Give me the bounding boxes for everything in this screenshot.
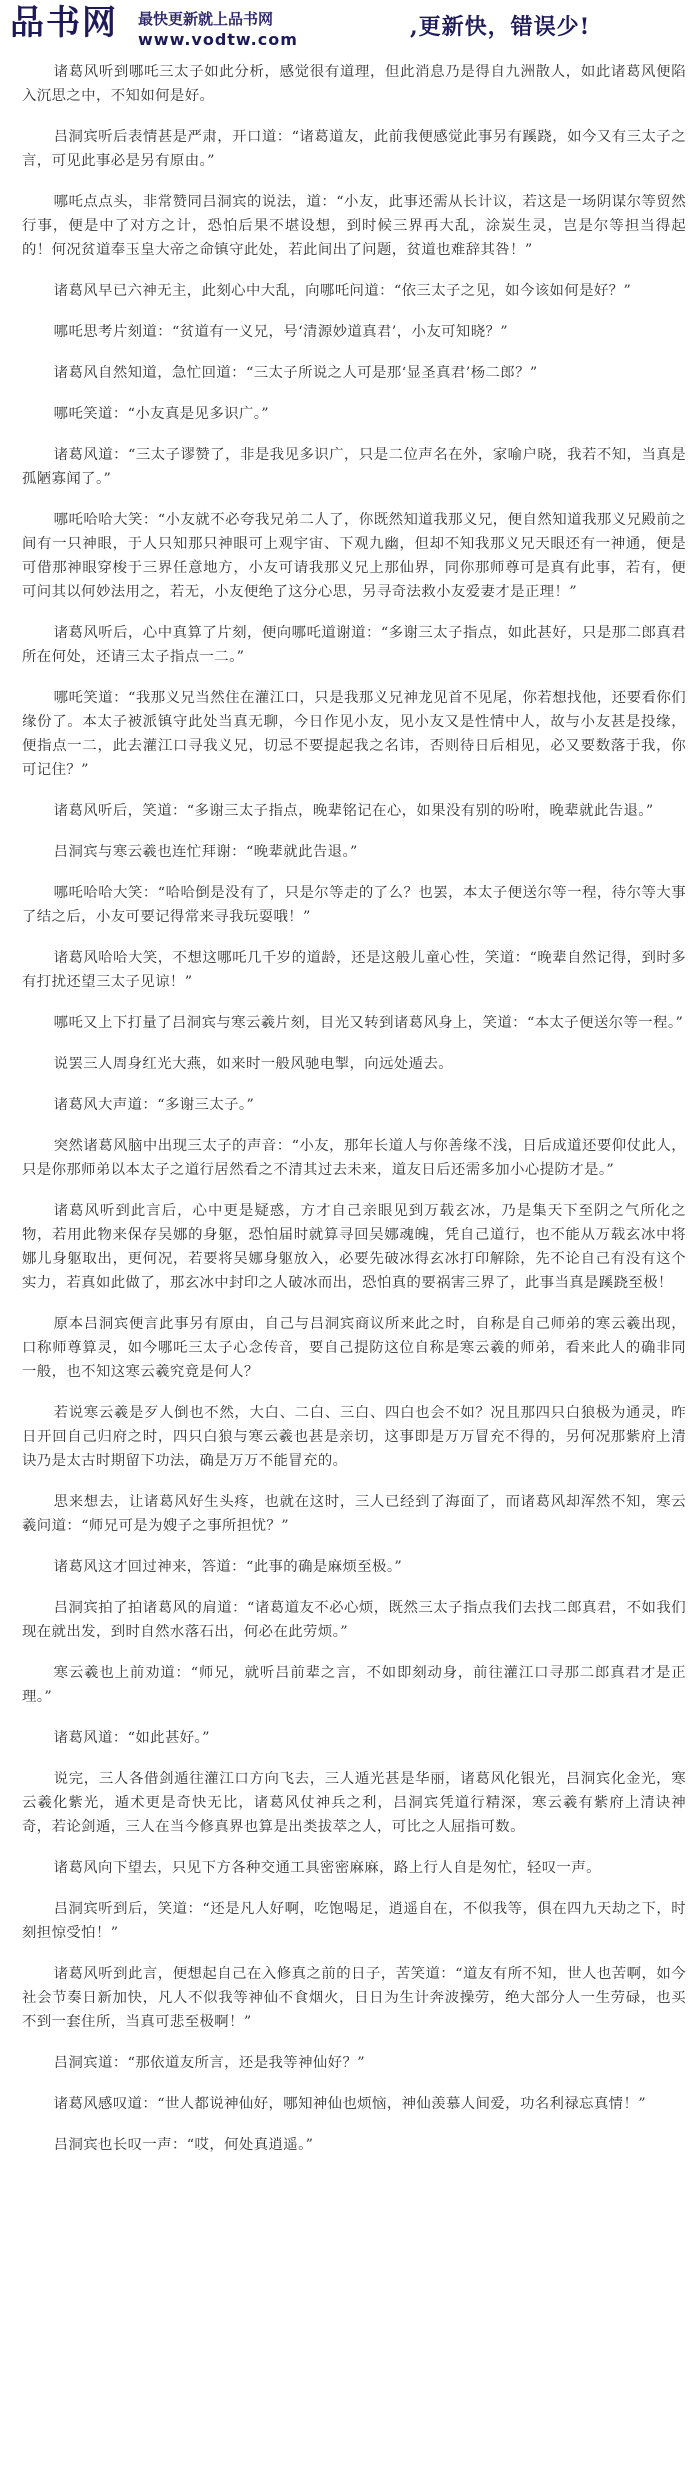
paragraph: 吕洞宾拍了拍诸葛风的肩道：“诸葛道友不必心烦，既然三太子指点我们去找二郎真君，不如我们现在就出发，到时自然水落石出，何必在此劳烦。” <box>22 1600 686 1640</box>
paragraph: 吕洞宾听后表情甚是严肃，开口道：“诸葛道友，此前我便感觉此事另有蹊跷，如今又有三太子之言，可见此事必是另有原由。” <box>22 129 686 169</box>
paragraph: 诸葛风听到此言，便想起自己在入修真之前的日子，苦笑道：“道友有所不知，世人也苦啊，如今社会节奏日新加快，凡人不似我等神仙不食烟火，日日为生计奔波操劳，绝大部分人一生劳碌，也买不到一套住所，当真可悲至极啊！” <box>22 1966 686 2030</box>
paragraph: 诸葛风感叹道：“世人都说神仙好，哪知神仙也烦恼，神仙羡慕人间爱，功名利禄忘真情！” <box>53 2096 647 2112</box>
paragraph: 诸葛风向下望去，只见下方各种交通工具密密麻麻，路上行人自是匆忙，轻叹一声。 <box>53 1860 601 1876</box>
site-header <box>0 0 700 58</box>
paragraph: 哪吒笑道：“小友真是见多识广。” <box>53 406 270 422</box>
paragraph: 原本吕洞宾便言此事另有原由，自己与吕洞宾商议所来此之时，自称是自己师弟的寒云羲出现，口称师尊算灵，如今哪吒三太子心念传音，要自己提防这位自称是寒云羲的师弟，看来此人的确非同一般，也不知这寒云羲究竟是何人？ <box>22 1316 686 1380</box>
site-tagline: ,更新快，错误少! <box>410 14 591 40</box>
paragraph: 哪吒又上下打量了吕洞宾与寒云羲片刻，目光又转到诸葛风身上，笑道：“本太子便送尔等一程。” <box>53 1015 684 1031</box>
paragraph: 思来想去，让诸葛风好生头疼，也就在这时，三人已经到了海面了，而诸葛风却浑然不知，寒云羲问道：“师兄可是为嫂子之事所担忧？” <box>22 1494 686 1534</box>
site-slogan: 最快更新就上品书网 <box>138 10 274 28</box>
paragraph: 诸葛风道：“三太子谬赞了，非是我见多识广，只是二位声名在外，家喻户晓，我若不知，当真是孤陋寡闻了。” <box>22 447 686 487</box>
paragraph: 哪吒点点头，非常赞同吕洞宾的说法，道：“小友，此事还需从长计议，若这是一场阴谋尔等贸然行事，便是中了对方之计，恐怕后果不堪设想，到时候三界再大乱，涂炭生灵，岂是尔等担当得起的！何况贫道奉玉皇大帝之命镇守此处，若此间出了问题，贫道也难辞其咎！” <box>22 194 686 258</box>
paragraph: 诸葛风听后，笑道：“多谢三太子指点，晚辈铭记在心，如果没有别的吩咐，晚辈就此告退。” <box>53 803 654 819</box>
paragraph: 诸葛风听到哪吒三太子如此分析，感觉很有道理，但此消息乃是得自九洲散人，如此诸葛风便陷入沉思之中，不知如何是好。 <box>22 64 686 104</box>
paragraph: 哪吒笑道：“我那义兄当然住在灌江口，只是我那义兄神龙见首不见尾，你若想找他，还要看你们缘份了。本太子被派镇守此处当真无聊，今日作见小友，见小友又是性情中人，故与小友甚是投缘，便指点一二，此去灌江口寻我义兄，切忌不要提起我之名讳，否则待日后相见，必又要数落于我，你可记住？” <box>22 690 686 778</box>
paragraph: 诸葛风早已六神无主，此刻心中大乱，向哪吒问道：“依三太子之见，如今该如何是好？” <box>53 283 632 299</box>
paragraph: 吕洞宾听到后，笑道：“还是凡人好啊，吃饱喝足，逍遥自在，不似我等，俱在四九天劫之下，时刻担惊受怕！” <box>22 1901 686 1941</box>
paragraph: 哪吒哈哈大笑：“哈哈倒是没有了，只是尔等走的了么？也罢，本太子便送尔等一程，待尔等大事了结之后，小友可要记得常来寻我玩耍哦！” <box>22 885 686 925</box>
paragraph: 吕洞宾也长叹一声：“哎，何处真逍遥。” <box>53 2137 314 2153</box>
paragraph: 哪吒思考片刻道：“贫道有一义兄，号‘清源妙道真君’，小友可知晓？” <box>53 324 509 340</box>
paragraph: 寒云羲也上前劝道：“师兄，就听吕前辈之言，不如即刻动身，前往灌江口寻那二郎真君才是正理。” <box>22 1665 686 1705</box>
paragraph: 诸葛风听后，心中真算了片刻，便向哪吒道谢道：“多谢三太子指点，如此甚好，只是那二郎真君所在何处，还请三太子指点一二。” <box>22 625 686 665</box>
paragraph: 诸葛风这才回过神来，答道：“此事的确是麻烦至极。” <box>53 1559 403 1575</box>
paragraph: 诸葛风道：“如此甚好。” <box>53 1730 210 1746</box>
chapter-body <box>0 58 700 2157</box>
paragraph: 诸葛风自然知道，急忙回道：“三太子所说之人可是那‘显圣真君’杨二郎？” <box>53 365 538 381</box>
site-url[interactable]: www.vodtw.com <box>138 30 298 49</box>
paragraph: 吕洞宾道：“那依道友所言，还是我等神仙好？” <box>53 2055 365 2071</box>
paragraph: 突然诸葛风脑中出现三太子的声音：“小友，那年长道人与你善缘不浅，日后成道还要仰仗此人，只是你那师弟以本太子之道行居然看之不清其过去未来，道友日后还需多加小心提防才是。” <box>22 1138 686 1178</box>
paragraph: 若说寒云羲是歹人倒也不然，大白、二白、三白、四白也会不如？况且那四只白狼极为通灵，昨日开回自己归府之时，四只白狼与寒云羲也甚是亲切，这事即是万万冒充不得的，另何况那紫府上清诀乃是太古时期留下功法，确是万万不能冒充的。 <box>22 1405 686 1469</box>
paragraph: 哪吒哈哈大笑：“小友就不必夸我兄弟二人了，你既然知道我那义兄，便自然知道我那义兄殿前之间有一只神眼，于人只知那只神眼可上观宇宙、下观九幽，但却不知我那义兄天眼还有一神通，便是可借那神眼穿梭于三界任意地方，小友可请我那义兄上那仙界，同你那师尊可是真有此事，若有，便可问其以何妙法用之，若无，小友便绝了这分心思，另寻奇法救小友爱妻才是正理！” <box>22 512 686 600</box>
paragraph: 说完，三人各借剑遁往灌江口方向飞去，三人遁光甚是华丽，诸葛风化银光，吕洞宾化金光，寒云羲化紫光，遁术更是奇快无比，诸葛风仗神兵之利，吕洞宾凭道行精深，寒云羲有紫府上清诀神奇，若论剑遁，三人在当今修真界也算是出类拔萃之人，可比之人屈指可数。 <box>22 1771 686 1835</box>
paragraph: 诸葛风大声道：“多谢三太子。” <box>53 1097 255 1113</box>
paragraph: 诸葛风听到此言后，心中更是疑惑，方才自己亲眼见到万载玄冰，乃是集天下至阴之气所化之物，若用此物来保存吴娜的身躯，恐怕届时就算寻回吴娜魂魄，凭自己道行，也不能从万载玄冰中将娜儿身躯取出，更何况，若要将吴娜身躯放入，必要先破冰得玄冰打印解除，先不论自己有没有这个实力，若真如此做了，那玄冰中封印之人破冰而出，恐怕真的要祸害三界了，此事当真是蹊跷至极！ <box>22 1203 686 1291</box>
paragraph: 吕洞宾与寒云羲也连忙拜谢：“晚辈就此告退。” <box>53 844 358 860</box>
site-logo[interactable]: 品书网 <box>10 3 118 43</box>
paragraph: 说罢三人周身红光大燕，如来时一般风驰电掣，向远处遁去。 <box>53 1056 454 1072</box>
paragraph: 诸葛风哈哈大笑，不想这哪吒几千岁的道龄，还是这般儿童心性，笑道：“晚辈自然记得，到时多有打扰还望三太子见谅！” <box>22 950 686 990</box>
